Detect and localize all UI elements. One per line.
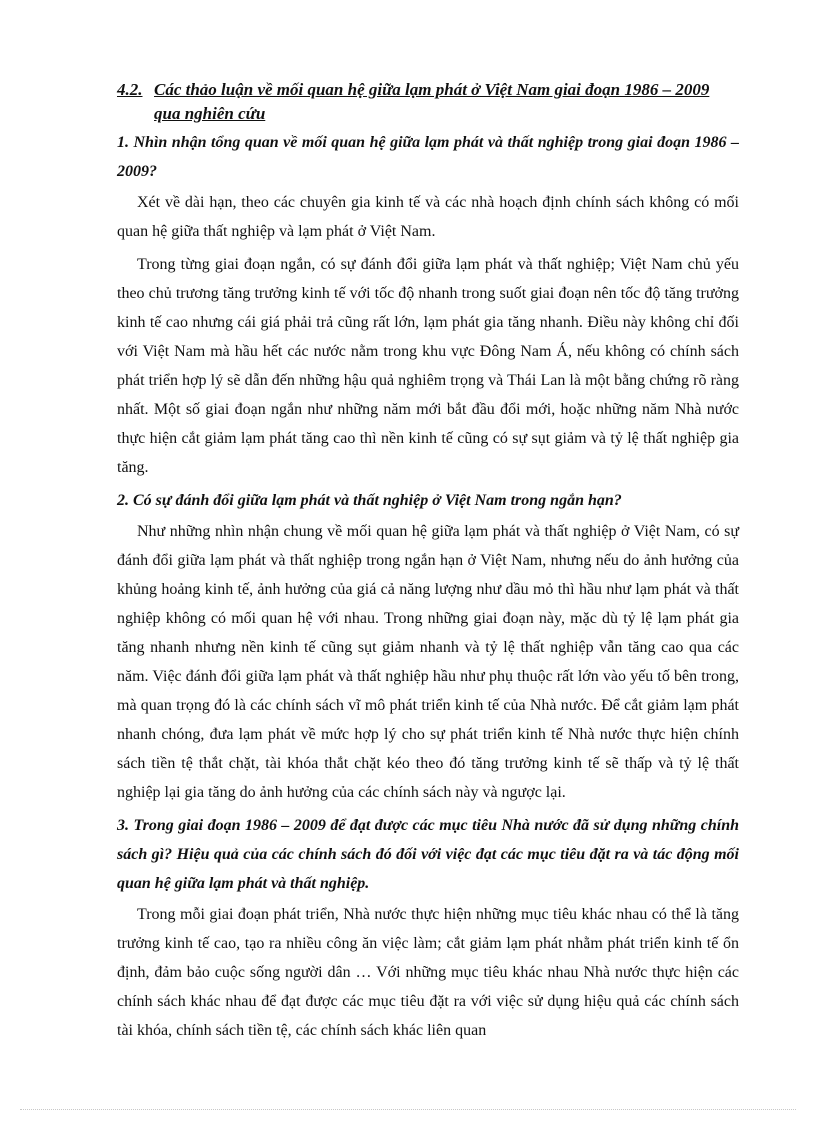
paragraph: Trong từng giai đoạn ngắn, có sự đánh đổi giữa lạm phát và thất nghiệp; Việt Nam chủ yếu theo chủ trương tăng trưởng kinh tế với tốc độ nhanh trong suốt giai đoạn nên tốc độ tăng trưởng kinh tế cao nhưng cái giá phải trả cũng rất lớn, lạm phát gia tăng nhanh. Điều này không chỉ đối với Việt Nam mà hầu hết các nước nằm trong khu vực Đông Nam Á, nếu không có chính sách phát triển hợp lý sẽ dẫn đến những hậu quả nghiêm trọng và Thái Lan là một bằng chứng rõ ràng nhất. Một số giai đoạn ngắn như những năm mới bắt đầu đổi mới, hoặc những năm Nhà nước thực hiện cắt giảm lạm phát tăng cao thì nền kinh tế cũng có sự sụt giảm và tỷ lệ thất nghiệp gia tăng. <box>117 256 739 476</box>
paragraph: Trong mỗi giai đoạn phát triển, Nhà nước thực hiện những mục tiêu khác nhau có thể là tăng trưởng kinh tế cao, tạo ra nhiều công ăn việc làm; cắt giảm lạm phát nhằm phát triển kinh tế ổn định, đảm bảo cuộc sống người dân … Với những mục tiêu khác nhau Nhà nước thực hiện các chính sách khác nhau để đạt được các mục tiêu đặt ra với việc sử dụng hiệu quả các chính sách tài khóa, chính sách tiền tệ, các chính sách khác liên quan <box>117 906 739 1039</box>
question-1-heading: 1. Nhìn nhận tổng quan về mối quan hệ giữa lạm phát và thất nghiệp trong giai đoạn 1986 – 2009? <box>117 134 739 180</box>
question-2-heading: 2. Có sự đánh đổi giữa lạm phát và thất nghiệp ở Việt Nam trong ngắn hạn? <box>117 492 622 509</box>
section-number: 4.2. <box>117 80 143 99</box>
paragraph: Như những nhìn nhận chung về mối quan hệ giữa lạm phát và thất nghiệp ở Việt Nam, có sự đánh đổi giữa lạm phát và thất nghiệp trong ngắn hạn ở Việt Nam, nhưng nếu do ảnh hưởng của khủng hoảng kinh tế, ảnh hưởng của giá cả năng lượng như dầu mỏ thì hầu như lạm phát và thất nghiệp không có mối quan hệ với nhau. Trong những giai đoạn này, mặc dù tỷ lệ lạm phát gia tăng nhanh nhưng nền kinh tế cũng sụt giảm nhanh và tỷ lệ thất nghiệp vẫn tăng cao qua các năm. Việc đánh đổi giữa lạm phát và thất nghiệp hầu như phụ thuộc rất lớn vào yếu tố bên trong, mà quan trọng đó là các chính sách vĩ mô phát triển kinh tế của Nhà nước. Để cắt giảm lạm phát nhanh chóng, đưa lạm phát về mức hợp lý cho sự phát triển kinh tế Nhà nước thực hiện chính sách tiền tệ thắt chặt, tài khóa thắt chặt kéo theo đó tăng trưởng kinh tế sẽ thấp và tỷ lệ thất nghiệp lại gia tăng do ảnh hưởng của các chính sách này và ngược lại. <box>117 523 739 801</box>
page-bottom-divider <box>20 1109 796 1110</box>
section-title: Các thảo luận về mối quan hệ giữa lạm phát ở Việt Nam giai đoạn 1986 – 2009 qua nghiên cứu <box>154 80 710 123</box>
question-3-heading: 3. Trong giai đoạn 1986 – 2009 để đạt được các mục tiêu Nhà nước đã sử dụng những chính sách gì? Hiệu quả của các chính sách đó đối với việc đạt các mục tiêu đặt ra và tác động mối quan hệ giữa lạm phát và thất nghiệp. <box>117 817 739 892</box>
section-heading <box>117 78 739 126</box>
paragraph: Xét về dài hạn, theo các chuyên gia kinh tế và các nhà hoạch định chính sách không có mối quan hệ giữa thất nghiệp và lạm phát ở Việt Nam. <box>117 194 739 240</box>
document-page <box>117 78 739 1049</box>
